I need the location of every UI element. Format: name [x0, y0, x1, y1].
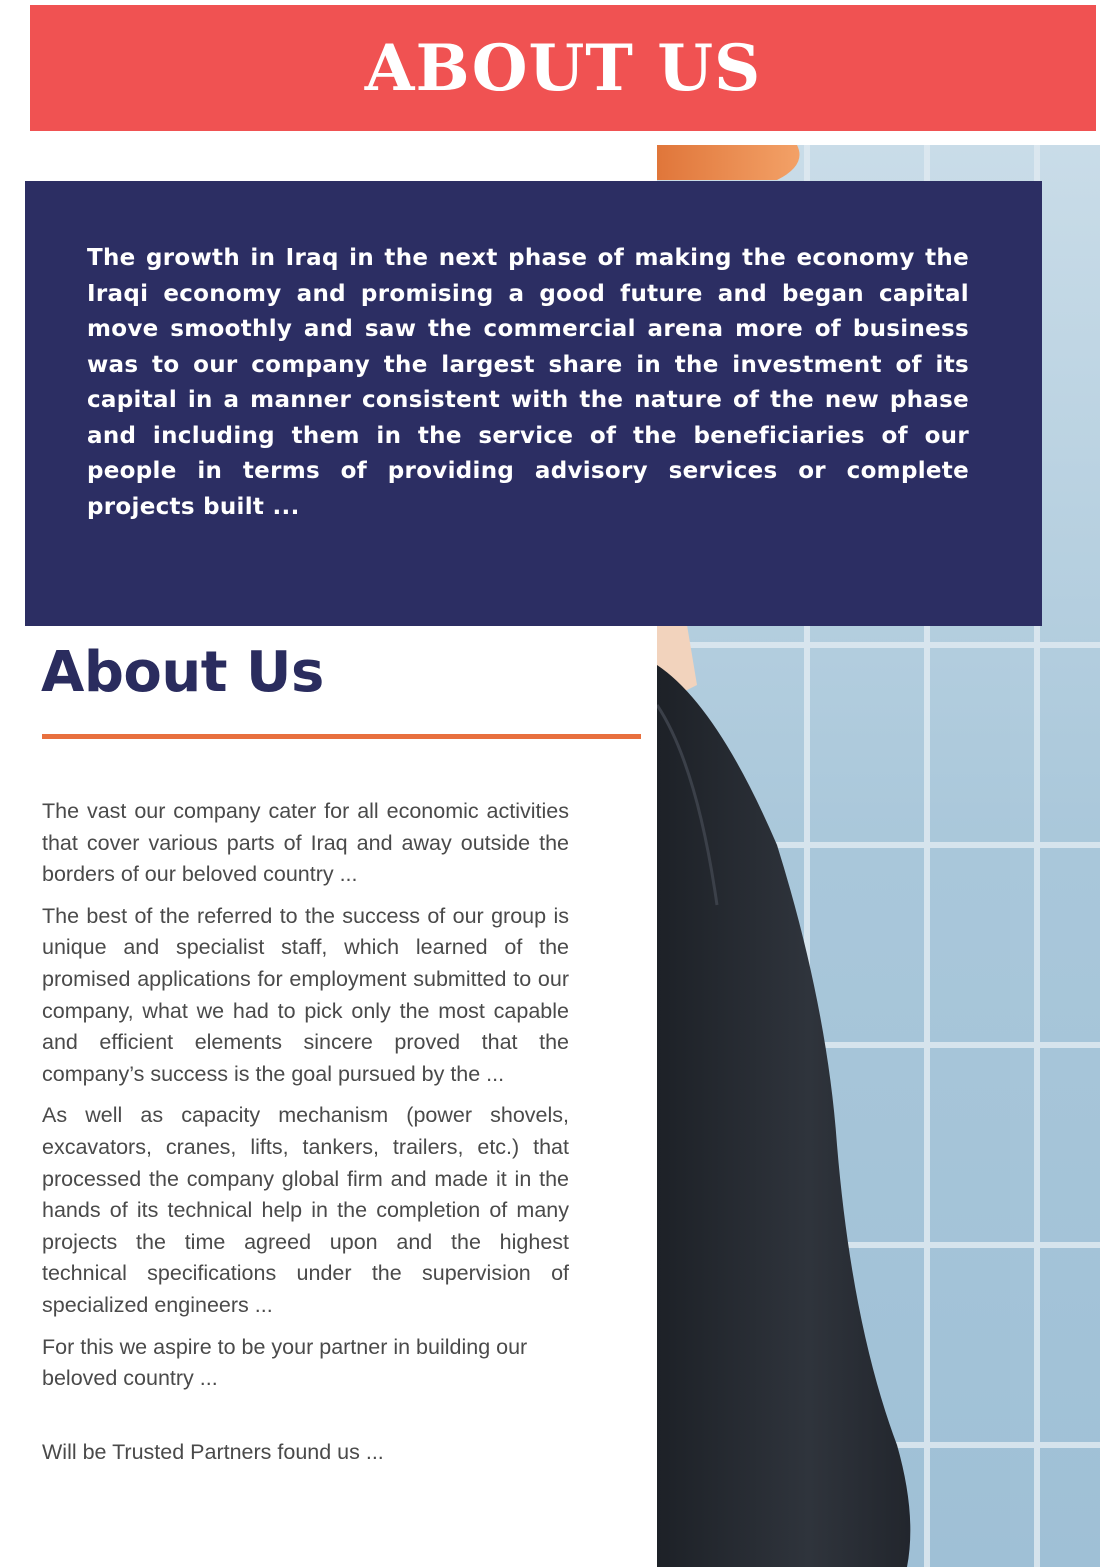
paragraph-3: As well as capacity mechanism (power shovels, excavators, cranes, lifts, tankers, trailers, etc.) that processed the company global firm and made it in the hands of its technical help in the completion of many projects the time agreed upon and the highest technical specifications under the supervision of specialized engineers ...: [42, 1103, 569, 1317]
body-text: [42, 796, 569, 1478]
paragraph-1: The vast our company cater for all economic activities that cover various parts of Iraq and away outside the borders of our beloved country ...: [42, 799, 569, 887]
section-title: About Us: [41, 640, 324, 705]
paragraph-4: For this we aspire to be your partner in building our beloved country ...: [42, 1334, 528, 1391]
title-underline: [42, 734, 641, 739]
top-banner: [30, 5, 1096, 131]
banner-title: ABOUT US: [364, 30, 762, 106]
intro-text: The growth in Iraq in the next phase of making the economy the Iraqi economy and promising a good future and began capital move smoothly and saw the commercial arena more of business was to our company the largest share in the investment of its capital in a manner consistent with the nature of the new phase and including them in the service of the beneficiaries of our people in terms of providing advisory services or complete projects built ...: [87, 245, 969, 520]
paragraph-2: The best of the referred to the success of our group is unique and specialist staff, which learned of the promised applications for employment submitted to our company, what we had to pick only the most capable and efficient elements sincere proved that the company’s success is the goal pursued by the ...: [42, 903, 569, 1086]
intro-box: [25, 181, 1042, 626]
closing-line: Will be Trusted Partners found us ...: [42, 1439, 384, 1464]
